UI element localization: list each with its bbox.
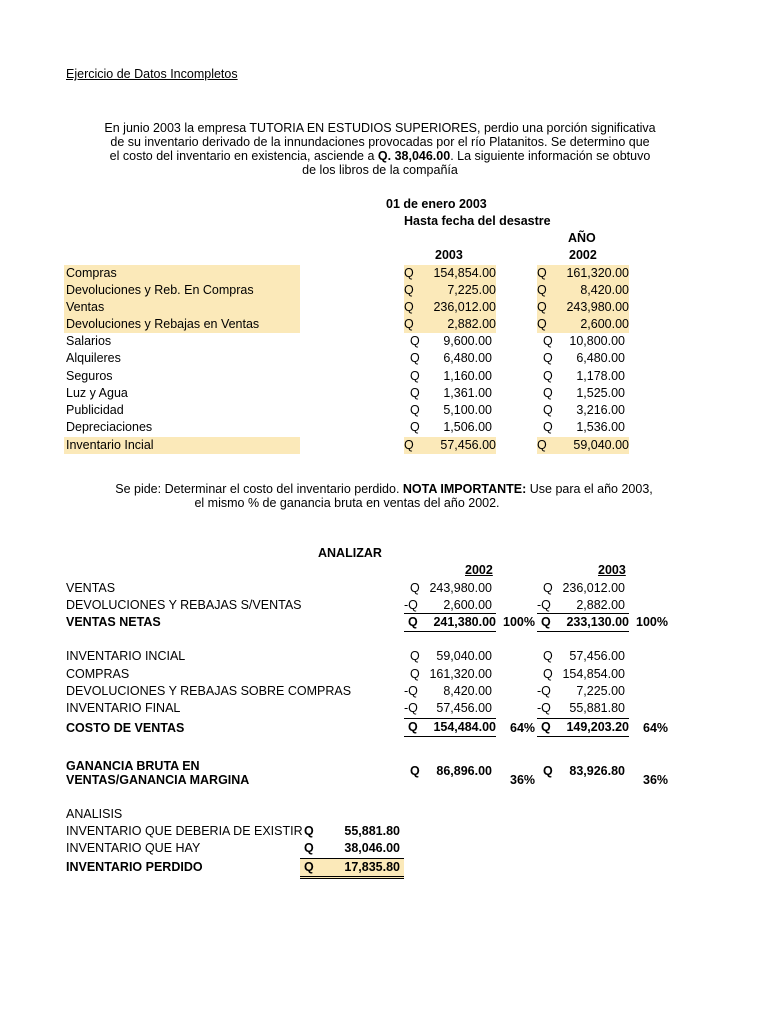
costo-ventas-2003: Q 149,203.20: [537, 718, 629, 737]
costo-ventas-label: COSTO DE VENTAS: [66, 721, 185, 735]
period-subtitle: Hasta fecha del desastre: [404, 214, 551, 228]
ventas-netas-pct-2003: 100%: [636, 615, 668, 629]
ganancia-bruta-label: GANANCIA BRUTA EN VENTAS/GANANCIA MARGINA: [66, 759, 250, 787]
devoluciones-compras-2003: -Q 7,225.00: [537, 684, 625, 698]
ganancia-bruta-pct-2002: 36%: [510, 773, 536, 787]
ganancia-bruta-2003: Q 83,926.80: [543, 764, 625, 778]
value-2002: Q 59,040.00: [537, 438, 629, 452]
value-2002: Q 243,980.00: [537, 300, 629, 314]
ventas-netas-label: VENTAS NETAS: [66, 615, 161, 629]
ganancia-bruta-2002: Q 86,896.00: [410, 764, 492, 778]
value-2003: Q 57,456.00: [404, 438, 496, 452]
inventario-final-2003: -Q 55,881.80: [537, 701, 625, 715]
value-2003: Q 236,012.00: [404, 300, 496, 314]
value-2003: Q 154,854.00: [404, 266, 496, 280]
value-2003: Q 6,480.00: [410, 351, 492, 365]
intro-line: de su inventario derivado de la innundaciones provocadas por el río Platanitos. Se determino que: [110, 135, 650, 149]
intro-text: . La siguiente información se obtuvo: [450, 149, 651, 163]
row-label: Devoluciones y Rebajas en Ventas: [64, 316, 300, 333]
ventas-netas-2002: Q 241,380.00: [404, 613, 496, 632]
value-2003: Q 7,225.00: [404, 283, 496, 297]
inventario-perdido-value: Q 17,835.80: [300, 858, 404, 879]
request-line: Se pide: Determinar el costo del inventario perdido. NOTA IMPORTANTE: Use para el año 2003,: [115, 482, 653, 496]
row-label: Depreciaciones: [66, 420, 153, 434]
value-2002: Q 2,600.00: [537, 317, 629, 331]
year-label: AÑO: [568, 231, 596, 245]
devoluciones-ventas-2002: -Q 2,600.00: [404, 598, 492, 612]
inventario-hay-label: INVENTARIO QUE HAY: [66, 841, 201, 855]
column-year-2002: 2002: [569, 248, 597, 262]
devoluciones-compras-2002: -Q 8,420.00: [404, 684, 492, 698]
intro-text: el costo del inventario en existencia, asciende a: [109, 149, 378, 163]
inventario-inicial-label: INVENTARIO INCIAL: [66, 649, 186, 663]
intro-paragraph: [60, 121, 700, 177]
value-2002: Q 161,320.00: [537, 266, 629, 280]
ventas-netas-2003: Q 233,130.00: [537, 613, 629, 632]
ventas-netas-pct-2002: 100%: [503, 615, 535, 629]
compras-2002: Q 161,320.00: [410, 667, 492, 681]
value-2002: Q 10,800.00: [543, 334, 625, 348]
value-2003: Q 1,361.00: [410, 386, 492, 400]
value-2002: Q 8,420.00: [537, 283, 629, 297]
request-line: el mismo % de ganancia bruta en ventas del año 2002.: [194, 496, 500, 510]
costo-ventas-2002: Q 154,484.00: [404, 718, 496, 737]
document-title: Ejercicio de Datos Incompletos: [66, 67, 238, 81]
value-2002: Q 6,480.00: [543, 351, 625, 365]
inventory-amount: Q. 38,046.00: [377, 149, 451, 163]
analisis-heading: ANALISIS: [66, 807, 123, 821]
costo-ventas-pct-2003: 64%: [643, 721, 669, 735]
value-2003: Q 1,160.00: [410, 369, 492, 383]
ventas-2002: Q 243,980.00: [410, 581, 492, 595]
row-label: Alquileres: [66, 351, 121, 365]
value-2002: Q 1,536.00: [543, 420, 625, 434]
ventas-label: VENTAS: [66, 581, 116, 595]
intro-line: de los libros de la compañía: [302, 163, 458, 177]
compras-2003: Q 154,854.00: [543, 667, 625, 681]
intro-line: En junio 2003 la empresa TUTORIA EN ESTUDIOS SUPERIORES, perdio una porción significativa: [104, 121, 656, 135]
row-label: Salarios: [66, 334, 112, 348]
inventario-hay-value: Q 38,046.00: [304, 841, 400, 855]
value-2003: Q 2,882.00: [404, 317, 496, 331]
inventario-deberia-label: INVENTARIO QUE DEBERIA DE EXISTIR: [66, 824, 303, 838]
value-2002: Q 1,178.00: [543, 369, 625, 383]
ventas-2003: Q 236,012.00: [543, 581, 625, 595]
row-label: Seguros: [66, 369, 113, 383]
row-label: Luz y Agua: [66, 386, 128, 400]
important-note: NOTA IMPORTANTE:: [402, 482, 527, 496]
inventario-final-label: INVENTARIO FINAL: [66, 701, 181, 715]
inventario-final-2002: -Q 57,456.00: [404, 701, 492, 715]
inventario-deberia-value: Q 55,881.80: [304, 824, 400, 838]
analysis-year-2002: 2002: [465, 563, 493, 577]
row-label: Compras: [64, 265, 300, 282]
value-2002: Q 1,525.00: [543, 386, 625, 400]
row-label: Publicidad: [66, 403, 124, 417]
analysis-year-2003: 2003: [598, 563, 626, 577]
devoluciones-compras-label: DEVOLUCIONES Y REBAJAS SOBRE COMPRAS: [66, 684, 352, 698]
row-label: Ventas: [64, 299, 300, 316]
inventario-inicial-2002: Q 59,040.00: [410, 649, 492, 663]
value-2002: Q 3,216.00: [543, 403, 625, 417]
devoluciones-ventas-label: DEVOLUCIONES Y REBAJAS S/VENTAS: [66, 598, 302, 612]
inventario-perdido-label: INVENTARIO PERDIDO: [66, 860, 203, 874]
ganancia-bruta-pct-2003: 36%: [643, 773, 669, 787]
period-date: 01 de enero 2003: [386, 197, 487, 211]
value-2003: Q 1,506.00: [410, 420, 492, 434]
analysis-heading: ANALIZAR: [318, 546, 382, 560]
inventario-inicial-2003: Q 57,456.00: [543, 649, 625, 663]
devoluciones-ventas-2003: -Q 2,882.00: [537, 598, 625, 612]
costo-ventas-pct-2002: 64%: [510, 721, 536, 735]
row-label: Inventario Incial: [64, 437, 300, 454]
column-year-2003: 2003: [435, 248, 463, 262]
row-label: Devoluciones y Reb. En Compras: [64, 282, 300, 299]
value-2003: Q 9,600.00: [410, 334, 492, 348]
value-2003: Q 5,100.00: [410, 403, 492, 417]
intro-line: [60, 149, 700, 163]
compras-label: COMPRAS: [66, 667, 130, 681]
